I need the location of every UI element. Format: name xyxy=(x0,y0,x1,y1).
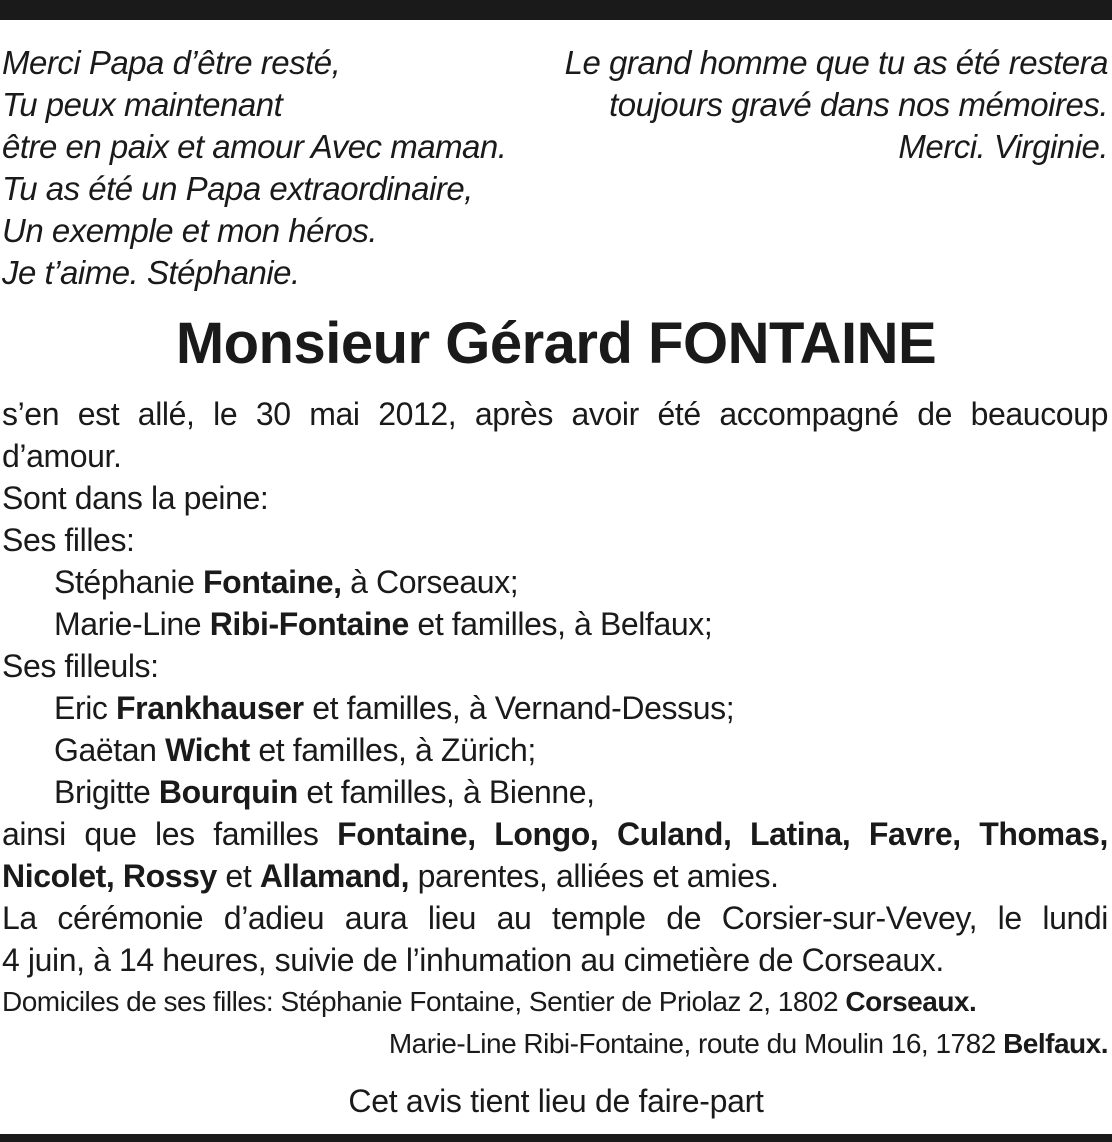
ceremony-line: La cérémonie d’adieu aura lieu au temple de Corsier-sur-Vevey, le lundi xyxy=(2,900,1108,936)
godchildren-heading: Ses filleuls: xyxy=(2,648,159,684)
domicile-address: Marie-Line Ribi-Fontaine, route du Moulin 16, 1782 xyxy=(388,1028,996,1059)
domicile-place: Corseaux. xyxy=(845,986,977,1017)
domicile-line xyxy=(2,1023,1108,1065)
ceremony-line: 4 juin, à 14 heures, suivie de l’inhumation au cimetière de Corseaux. xyxy=(2,942,944,978)
top-rule xyxy=(0,0,1112,20)
last-name: Fontaine, xyxy=(203,564,342,600)
entry-detail: et familles, à Belfaux; xyxy=(417,606,713,642)
poem-line: Un exemple et mon héros. xyxy=(2,212,378,249)
families-names: Fontaine, Longo, Culand, Latina, Favre, Thomas, xyxy=(337,816,1109,852)
intro-line: d’amour. xyxy=(2,438,122,474)
families-line xyxy=(2,855,1108,897)
obituary-body xyxy=(2,393,1108,1065)
last-name: Wicht xyxy=(165,732,250,768)
poem-virginie xyxy=(548,42,1108,168)
entry-detail: et familles, à Vernand-Dessus; xyxy=(312,690,735,726)
poem-line: Tu as été un Papa extraordinaire, xyxy=(2,170,473,207)
family-entry xyxy=(2,729,1108,771)
families-line xyxy=(2,813,1108,855)
footer-text: Cet avis tient lieu de faire-part xyxy=(348,1083,764,1119)
domicile-place: Belfaux. xyxy=(1003,1028,1108,1059)
poem-line: Merci. Virginie. xyxy=(898,128,1108,165)
families-suffix: parentes, alliées et amies. xyxy=(417,858,779,894)
family-entry xyxy=(2,687,1108,729)
first-name: Stéphanie xyxy=(54,564,195,600)
mourning-heading: Sont dans la peine: xyxy=(2,480,269,516)
first-name: Eric xyxy=(54,690,108,726)
deceased-name: Monsieur Gérard FONTAINE xyxy=(175,311,937,376)
domicile-line xyxy=(2,981,1108,1023)
first-name: Gaëtan xyxy=(54,732,157,768)
family-entry xyxy=(2,603,1108,645)
families-prefix: ainsi que les familles xyxy=(2,816,319,852)
family-entry xyxy=(2,771,1108,813)
last-name: Bourquin xyxy=(158,774,298,810)
poem-line: toujours gravé dans nos mémoires. xyxy=(609,86,1108,123)
last-name: Ribi-Fontaine xyxy=(209,606,409,642)
families-names: Nicolet, Rossy xyxy=(2,858,217,894)
families-joiner: et xyxy=(225,858,252,894)
intro-line: s’en est allé, le 30 mai 2012, après avoir été accompagné de beaucoup xyxy=(2,396,1108,432)
poem-line: Je t’aime. Stéphanie. xyxy=(2,254,300,291)
families-last-name: Allamand, xyxy=(259,858,410,894)
poem-line: Merci Papa d’être resté, xyxy=(2,44,341,81)
domicile-address: Domiciles de ses filles: Stéphanie Fontaine, Sentier de Priolaz 2, 1802 xyxy=(2,986,839,1017)
last-name: Frankhauser xyxy=(116,690,304,726)
first-name: Brigitte xyxy=(54,774,151,810)
poem-line: Tu peux maintenant xyxy=(2,86,283,123)
poem-line: Le grand homme que tu as été restera xyxy=(564,44,1108,81)
notice-footer xyxy=(0,1080,1112,1122)
poem-stephanie xyxy=(2,42,562,294)
entry-detail: et familles, à Bienne, xyxy=(306,774,595,810)
bottom-rule xyxy=(0,1134,1112,1142)
entry-detail: et familles, à Zürich; xyxy=(258,732,536,768)
poem-line: être en paix et amour Avec maman. xyxy=(2,128,507,165)
family-entry xyxy=(2,561,1108,603)
daughters-heading: Ses filles: xyxy=(2,522,135,558)
first-name: Marie-Line xyxy=(54,606,202,642)
entry-detail: à Corseaux; xyxy=(350,564,519,600)
